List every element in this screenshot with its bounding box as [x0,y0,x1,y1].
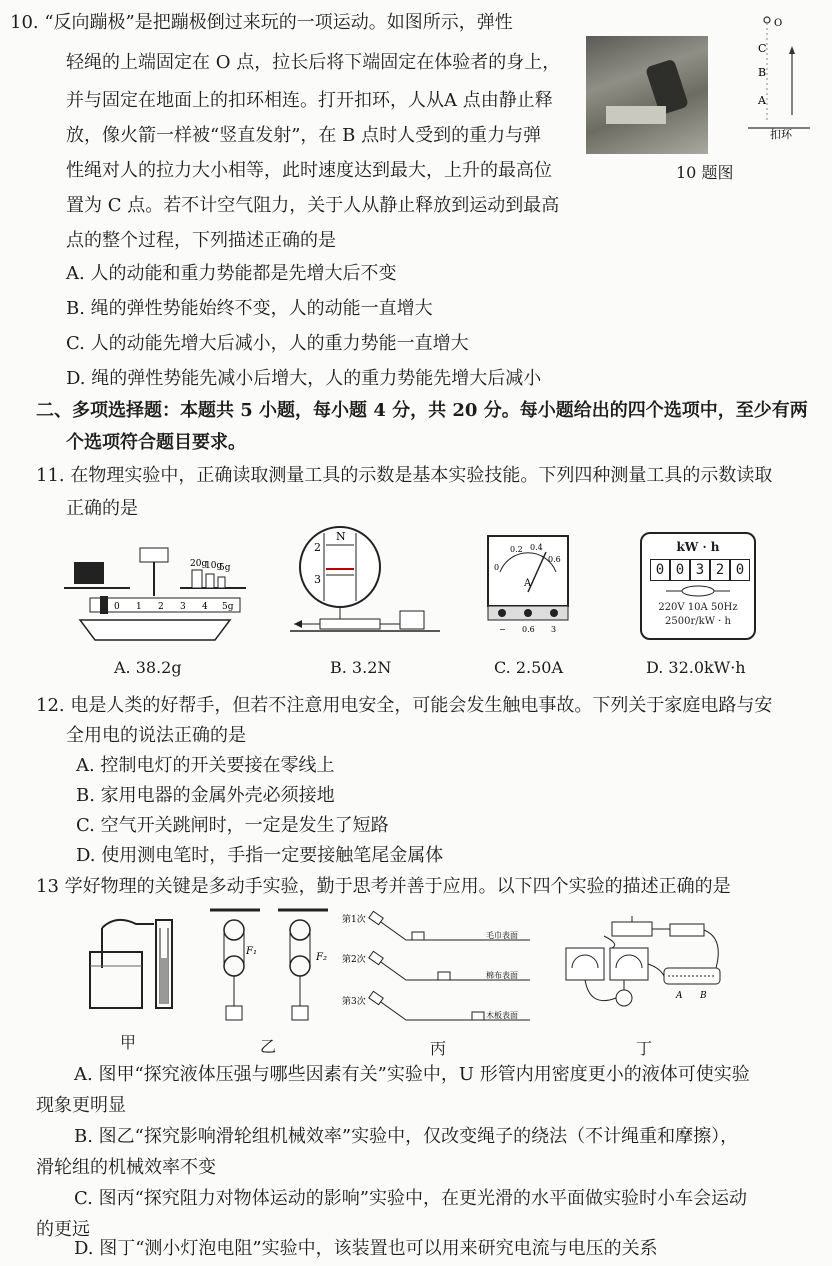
slope-figure [340,910,540,1032]
q13-caption-ding: 丁 [636,1039,653,1058]
balance-beam-scale [90,598,240,612]
spring-tick-3: 3 [314,573,321,586]
ammeter-unit: A [524,578,532,589]
spring-tick-2: 2 [314,541,321,554]
q11-option-a: A. 38.2g [114,658,182,677]
bungee-diagram [740,10,810,140]
surface-wood: 木板表面 [486,1011,518,1020]
q10-option-a: A. 人的动能和重力势能都是先增大后不变 [66,263,397,284]
pulled-block [400,611,424,629]
q13-option-c-line-1: C. 图丙“探究阻力对物体运动的影响”实验中，在更光滑的水平面做实验时小车会运动 [74,1188,747,1209]
pressure-figure [76,908,186,1018]
energy-meter-figure [640,532,756,640]
q13-option-b-line-2: 滑轮组的机械效率不变 [36,1157,216,1178]
balance-pointer-dial [140,548,168,562]
label-a: A [758,94,766,107]
q13-caption-yi: 乙 [260,1037,277,1056]
ammeter-tick-0: 0 [494,563,500,572]
scale-1: 1 [136,602,142,612]
meter-unit: kW · h [676,540,720,554]
weight-5g-label: 5g [219,563,231,573]
trial-1-label: 第1次 [342,915,366,925]
q13-stem: 13 学好物理的关键是多动手实验，勤于思考并善于应用。以下四个实验的描述正确的是 [36,876,731,897]
spring-unit: N [336,530,346,543]
q11-line-2: 正确的是 [66,498,138,519]
spring-scale-figure [290,525,440,650]
q11-line-1: 11. 在物理实验中，正确读取测量工具的示数是基本实验技能。下列四种测量工具的示数读取 [36,465,773,486]
q10-option-d: D. 绳的弹性势能先减小后增大，人的重力势能先增大后减小 [66,368,542,389]
q10-option-b: B. 绳的弹性势能始终不变，人的动能一直增大 [66,298,433,319]
label-buckle: 扣环 [770,128,792,140]
balance-rider [100,596,108,614]
weight-10g [206,574,214,588]
voltmeter [566,948,604,980]
trial-2-label: 第2次 [342,955,366,965]
q10-line-5: 性绳对人的拉力大小相等，此时速度达到最大，上升的最高位 [66,160,552,181]
terminal-3 [550,609,558,617]
weight-10g-label: 10g [205,561,223,571]
meter-spec-2: 2500r/kW · h [665,616,731,627]
point-o-mark [764,17,770,23]
meter-digit: 0 [650,559,670,581]
q10-option-c: C. 人的动能先增大后减小，人的重力势能一直增大 [66,333,469,354]
ammeter-tick-04: 0.4 [530,543,543,552]
q12-option-a: A. 控制电灯的开关要接在零线上 [76,755,335,776]
meter-digit: 3 [690,559,710,581]
q13-option-a-line-2: 现象更明显 [36,1095,126,1116]
q10-line-7: 点的整个过程，下列描述正确的是 [66,230,336,251]
circuit-figure [560,908,730,1028]
ammeter [610,948,648,980]
q12-line-1: 12. 电是人类的好帮手，但若不注意用电安全，可能会发生触电事故。下列关于家庭电路与安 [36,695,773,716]
q11-option-d: D. 32.0kW·h [646,658,746,677]
moving-pulley-1 [224,956,244,976]
label-c: C [758,42,767,55]
balance-figure [60,540,250,650]
scale-2: 2 [158,602,164,612]
q11-option-b: B. 3.2N [330,658,392,677]
section2-line-2: 个选项符合题目要求。 [66,432,246,453]
battery [612,922,652,936]
weight-20g-label: 20g [190,559,208,569]
surface-towel: 毛巾表面 [486,931,518,940]
terminal-neg [498,609,506,617]
q12-option-c: C. 空气开关跳闸时，一定是发生了短路 [76,815,389,836]
trial-3-label: 第3次 [342,997,366,1007]
moving-pulley-2 [290,956,310,976]
rheostat-b-label: B [700,991,707,1001]
ammeter-figure [484,532,574,637]
weight-5g [218,577,225,588]
ammeter-tick-02: 0.2 [510,545,523,554]
q10-line-1: 10. “反向蹦极”是把蹦极倒过来玩的一项运动。如图所示，弹性 [10,12,513,33]
q10-line-3: 并与固定在地面上的扣环相连。打开扣环，人从A 点由静止释 [66,90,553,111]
q13-option-a-line-1: A. 图甲“探究液体压强与哪些因素有关”实验中，U 形管内用密度更小的液体可使实验 [74,1064,750,1085]
terminal-3-label: 3 [551,625,557,634]
scale-4: 4 [202,602,208,612]
cart-3 [472,1012,484,1020]
q11-option-c: C. 2.50A [494,658,564,677]
balance-object [74,562,104,584]
terminal-neg-label: − [499,625,506,634]
force-f2-label: F₂ [316,952,327,963]
meter-digit: 0 [670,559,690,581]
force-f1-label: F₁ [246,946,257,957]
weight-20g [192,570,202,588]
beaker [90,952,142,1008]
arrow-head [789,46,795,54]
fixed-pulley-1 [224,920,244,940]
q12-line-2: 全用电的说法正确的是 [66,725,246,746]
scale-0: 0 [114,602,120,612]
q12-option-b: B. 家用电器的金属外壳必须接地 [76,785,335,806]
load-1 [226,1006,242,1020]
q13-caption-jia: 甲 [120,1033,137,1052]
meter-digit: 2 [710,559,730,581]
meter-disc-window [666,584,730,598]
label-o: O [774,18,783,29]
fixed-pulley-2 [290,920,310,940]
section2-line-1: 二、多项选择题：本题共 5 小题，每小题 4 分，共 20 分。每小题给出的四个选项中，至少有两 [36,400,808,421]
scale-3: 3 [180,602,186,612]
load-2 [292,1006,308,1020]
cart-2 [438,972,450,980]
q13-option-d: D. 图丁“测小灯泡电阻”实验中，该装置也可以用来研究电流与电压的关系 [74,1238,658,1259]
q10-line-4: 放，像火箭一样被“竖直发射”，在 B 点时人受到的重力与弹 [66,125,542,146]
ammeter-tick-06: 0.6 [548,555,561,564]
q13-option-b-line-1: B. 图乙“探究影响滑轮组机械效率”实验中，仅改变绳子的绕法（不计绳重和摩擦）， [74,1126,739,1147]
lamp [616,990,632,1006]
cart-1 [412,932,424,940]
spring-scale-body [320,619,380,629]
q13-caption-bing: 丙 [430,1039,447,1058]
switch [670,924,704,936]
q12-option-d: D. 使用测电笔时，手指一定要接触笔尾金属体 [76,845,444,866]
pulley-figure [200,906,340,1026]
label-b: B [758,66,767,79]
scale-5: 5g [222,602,234,612]
rheostat-a-label: A [676,991,683,1001]
q10-line-2: 轻绳的上端固定在 O 点，拉长后将下端固定在体验者的身上， [66,52,561,73]
balance-base [80,620,230,640]
terminal-06 [524,609,532,617]
meter-digits [650,558,750,581]
q13-option-c-line-2: 的更远 [36,1219,90,1240]
q10-figure-caption: 10 题图 [676,163,734,182]
meter-digit: 0 [730,559,750,581]
meter-spec-1: 220V 10A 50Hz [658,602,738,613]
terminal-06-label: 0.6 [522,625,535,634]
q10-line-6: 置为 C 点。若不计空气阻力，关于人从静止释放到运动到最高 [66,195,560,216]
surface-cotton: 棉布表面 [486,971,518,980]
bungee-photo [586,36,708,154]
